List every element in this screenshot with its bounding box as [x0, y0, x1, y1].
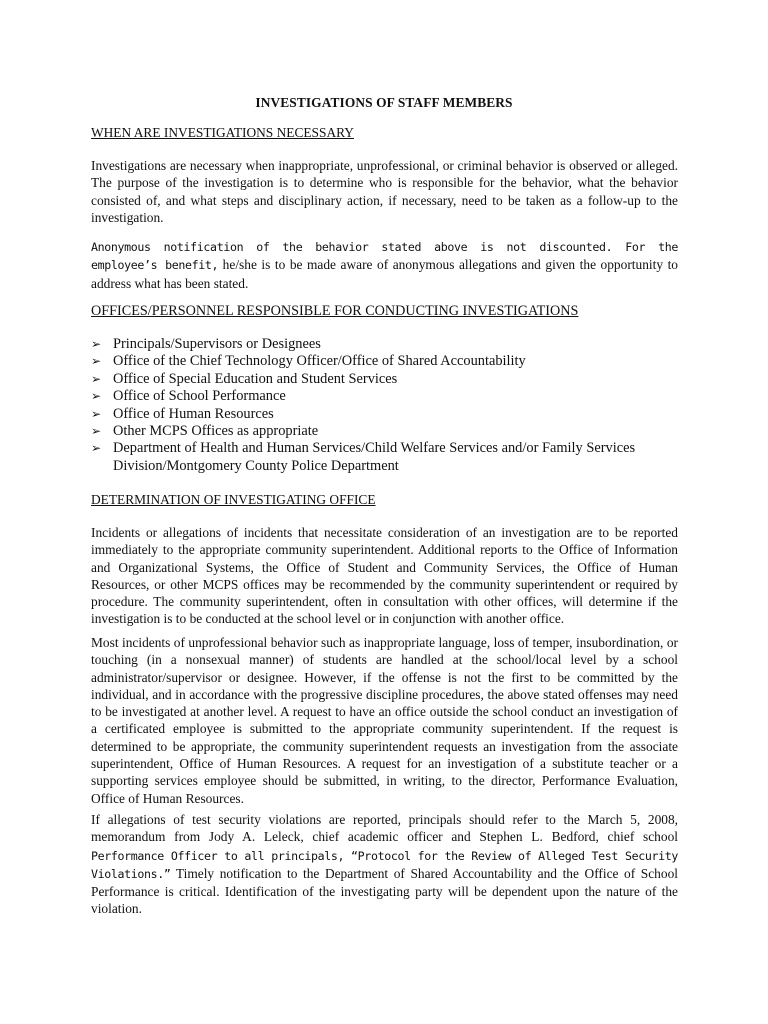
list-item-label: Office of Special Education and Student Services [113, 370, 398, 387]
offices-list [91, 336, 691, 475]
list-item [91, 388, 691, 405]
paragraph-unprofessional-behavior: Most incidents of unprofessional behavior such as inappropriate language, loss of temper, insubordination, or touching (in a nonsexual manner) of students are handled at the school/local level by a school administrator/supervisor or designee. However, if the offense is not the first to be committed by the individual, and in accordance with the progressive discipline procedures, the above stated offenses may need to be investigated at another level. A request to have an office outside the school conduct an investigation of a certificated employee is submitted to the appropriate community superintendent. If the request is determined to be appropriate, the community superintendent requests an investigation from the associate superintendent, Office of Human Resources. A request for an investigation of a substitute teacher or a supporting services employee should be submitted, in writing, to the director, Performance Evaluation, Office of Human Resources. [91, 635, 678, 806]
list-item-label: Office of Human Resources [113, 405, 274, 422]
section-heading-determination: DETERMINATION OF INVESTIGATING OFFICE [91, 492, 376, 507]
list-item-label: Principals/Supervisors or Designees [113, 336, 321, 352]
list-item-label: Office of School Performance [113, 388, 286, 405]
arrow-bullet-icon: ➢ [91, 441, 102, 456]
arrow-bullet-icon: ➢ [91, 371, 102, 386]
paragraph-test-security [91, 811, 678, 918]
arrow-bullet-icon: ➢ [91, 389, 102, 404]
list-item [91, 371, 691, 388]
arrow-bullet-icon: ➢ [91, 424, 102, 439]
list-item-label: Other MCPS Offices as appropriate [113, 423, 319, 440]
arrow-bullet-icon: ➢ [91, 354, 102, 369]
paragraph-anonymous-lead: Anonymous notification of the behavior stated above is not discounted. For the employee’s benefit, [91, 240, 678, 273]
document-title: INVESTIGATIONS OF STAFF MEMBERS [255, 95, 513, 110]
list-item [91, 423, 691, 440]
paragraph-investigations-necessary: Investigations are necessary when inappropriate, unprofessional, or criminal behavior is observed or alleged. The purpose of the investigation is to determine who is responsible for the behavior, what the behavior consisted of, and what steps and disciplinary action, if necessary, need to be taken as a follow-up to the investigation. [91, 158, 678, 225]
list-item [91, 406, 691, 423]
paragraph-anonymous-notification [91, 238, 678, 292]
list-item [91, 353, 691, 370]
section-heading-when-necessary: WHEN ARE INVESTIGATIONS NECESSARY [91, 125, 354, 140]
paragraph-test-security-part-1: If allegations of test security violations are reported, principals should refer to the March 5, 2008, memorandum from Jody A. Leleck, chief academic officer and Stephen L. Bedford, chief school [91, 812, 678, 845]
paragraph-incidents-reported: Incidents or allegations of incidents that necessitate consideration of an investigation are to be reported immediately to the appropriate community superintendent. Additional reports to the Office of Information and Organizational Systems, the Office of Student and Community Services, the Office of Human Resources, or other MCPS offices may be recommended by the community superintendent or required by procedure. The community superintendent, often in consultation with other offices, will determine if the investigation is to be conducted at the school level or in conjunction with another office. [91, 525, 678, 627]
list-item-label: Department of Health and Human Services/Child Welfare Services and/or Family Services Division/Montgomery County Police Department [113, 440, 636, 474]
arrow-bullet-icon: ➢ [91, 406, 102, 421]
arrow-bullet-icon: ➢ [91, 337, 102, 351]
section-heading-offices-responsible: OFFICES/PERSONNEL RESPONSIBLE FOR CONDUCTING INVESTIGATIONS [91, 303, 579, 319]
paragraph-test-security-part-2: Performance Officer to all principals, “Protocol for the Review of Alleged Test Security Violations.” [91, 848, 678, 881]
paragraph-test-security-part-3: Timely notification to the Department of Shared Accountability and the Office of School Performance is critical. Identification of the investigating party will be dependent upon the nature of the violation. [91, 865, 678, 917]
paragraph-anonymous-rest: he/she is to be made aware of anonymous allegations and given the opportunity to address what has been stated. [91, 257, 678, 291]
list-item-label: Office of the Chief Technology Officer/Office of Shared Accountability [113, 353, 526, 370]
list-item [91, 440, 691, 475]
list-item [91, 336, 691, 353]
